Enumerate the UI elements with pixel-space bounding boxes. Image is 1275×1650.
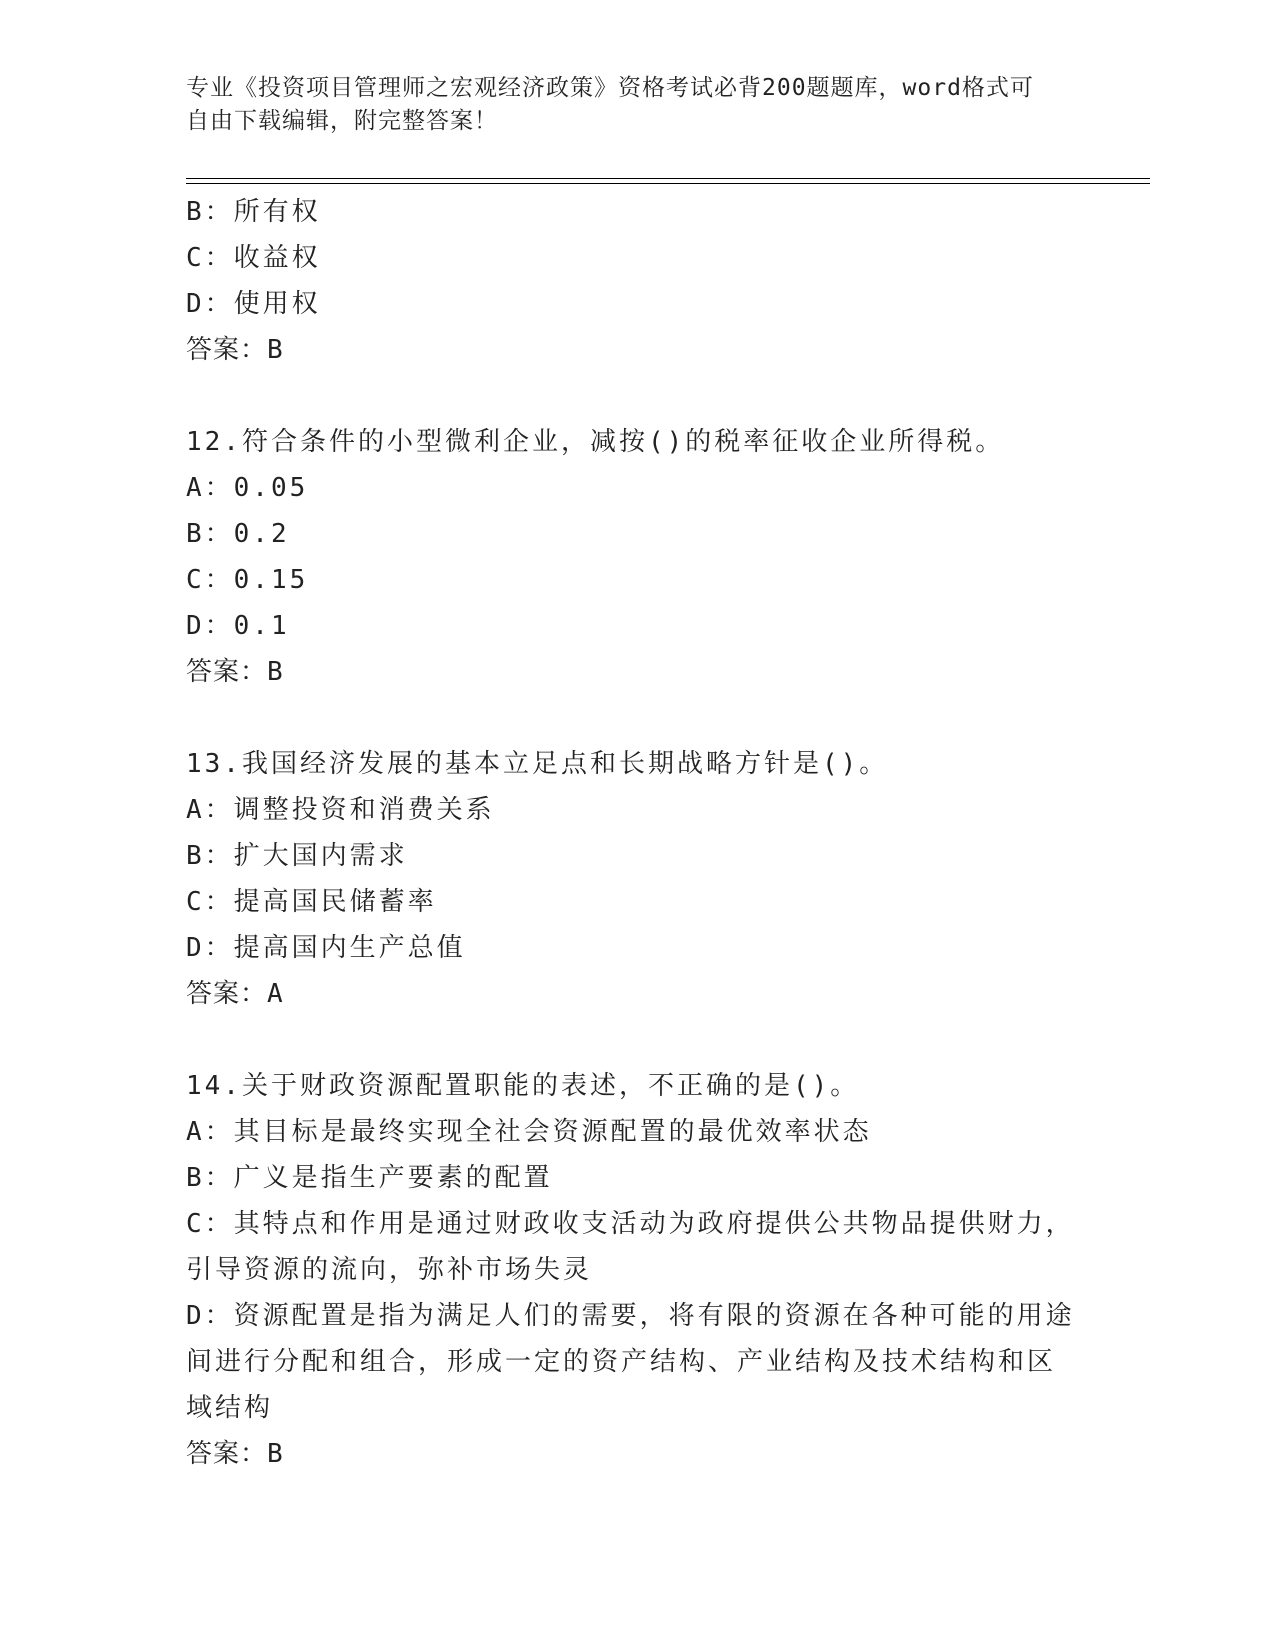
option-c: C：其特点和作用是通过财政收支活动为政府提供公共物品提供财力， [186, 1209, 1075, 1239]
question-block-14 [186, 1063, 1086, 1477]
spacer [186, 1017, 1086, 1063]
question-list [186, 189, 1086, 1477]
option-d: D：使用权 [186, 289, 321, 319]
option-b: B：0.2 [186, 519, 290, 549]
question-block-13 [186, 741, 1086, 1017]
answer-line: 答案：B [186, 657, 284, 687]
answer-line: 答案：B [186, 335, 284, 365]
option-a: A：其目标是最终实现全社会资源配置的最优效率状态 [186, 1117, 872, 1147]
option-d-continued: 间进行分配和组合，形成一定的资产结构、产业结构及技术结构和区 [186, 1347, 1057, 1377]
answer-line: 答案：A [186, 979, 284, 1009]
question-block-11 [186, 189, 1086, 373]
option-b: B：扩大国内需求 [186, 841, 408, 871]
spacer [186, 695, 1086, 741]
option-a: A：调整投资和消费关系 [186, 795, 495, 825]
header-divider [186, 178, 1150, 184]
answer-line: 答案：B [186, 1439, 284, 1469]
option-c: C：提高国民储蓄率 [186, 887, 437, 917]
option-c: C：0.15 [186, 565, 309, 595]
document-header [186, 72, 1066, 138]
header-line-1: 专业《投资项目管理师之宏观经济政策》资格考试必背200题题库，word格式可 [186, 75, 1034, 101]
option-c: C：收益权 [186, 243, 321, 273]
option-d: D：资源配置是指为满足人们的需要，将有限的资源在各种可能的用途 [186, 1301, 1075, 1331]
option-b: B：广义是指生产要素的配置 [186, 1163, 553, 1193]
option-d: D：0.1 [186, 611, 290, 641]
header-line-2: 自由下载编辑，附完整答案！ [186, 108, 498, 134]
question-stem: 13.我国经济发展的基本立足点和长期战略方针是()。 [186, 749, 889, 779]
option-d: D：提高国内生产总值 [186, 933, 466, 963]
option-b: B：所有权 [186, 197, 321, 227]
option-d-continued: 域结构 [186, 1393, 274, 1423]
option-c-continued: 引导资源的流向，弥补市场失灵 [186, 1255, 593, 1285]
spacer [186, 373, 1086, 419]
question-stem: 14.关于财政资源配置职能的表述，不正确的是()。 [186, 1071, 860, 1101]
question-stem: 12.符合条件的小型微利企业，减按()的税率征收企业所得税。 [186, 427, 1005, 457]
option-a: A：0.05 [186, 473, 309, 503]
question-block-12 [186, 419, 1086, 695]
